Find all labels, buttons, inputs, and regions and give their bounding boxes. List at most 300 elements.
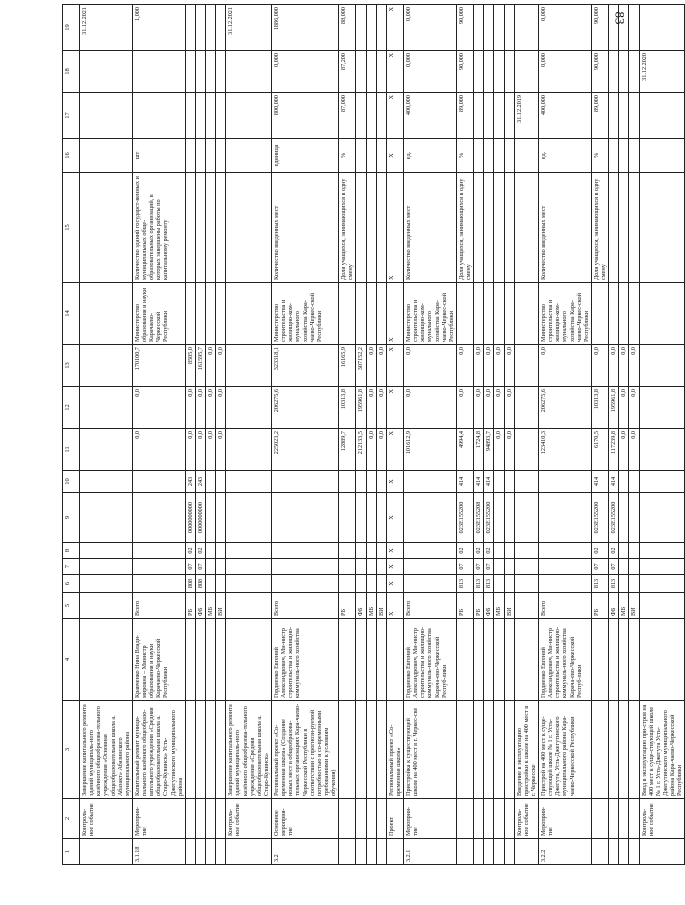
header-cell: 13 xyxy=(63,345,80,387)
table-cell: % xyxy=(591,139,608,173)
table-row xyxy=(195,5,205,865)
table-cell xyxy=(366,471,376,493)
table-cell xyxy=(504,139,514,173)
table-cell: ВИ xyxy=(216,593,226,619)
table-cell xyxy=(216,93,226,139)
table-cell xyxy=(639,493,685,543)
table-cell: 8505,0 xyxy=(185,345,195,387)
table-cell xyxy=(591,839,608,865)
table-cell: 808 xyxy=(185,575,195,593)
table-cell xyxy=(195,619,205,701)
table-cell xyxy=(539,575,592,593)
table-cell xyxy=(591,619,608,701)
table-cell xyxy=(539,493,592,543)
table-cell: 0,0 xyxy=(132,429,185,471)
table-cell xyxy=(366,5,376,51)
table-cell: Министерство образования и науки Карачаево-Черкесской Республики xyxy=(132,283,185,345)
table-cell xyxy=(376,93,386,139)
table-cell xyxy=(206,283,216,345)
table-row xyxy=(404,5,457,865)
table-cell xyxy=(195,51,205,93)
table-cell xyxy=(609,51,619,93)
table-cell xyxy=(356,559,366,575)
table-cell xyxy=(494,139,504,173)
table-cell xyxy=(80,93,133,139)
table-cell: 0000000000 xyxy=(195,493,205,543)
table-cell: 0,0 xyxy=(376,387,386,429)
table-cell xyxy=(206,471,216,493)
table-cell xyxy=(356,543,366,559)
table-cell: Х xyxy=(386,593,403,619)
header-cell: 2 xyxy=(63,799,80,839)
table-cell xyxy=(591,701,608,799)
table-cell: 0,0 xyxy=(404,387,457,429)
table-cell xyxy=(514,559,538,575)
table-cell xyxy=(514,139,538,173)
table-cell xyxy=(356,575,366,593)
table-cell xyxy=(619,93,629,139)
table-cell xyxy=(494,559,504,575)
table-cell xyxy=(339,559,356,575)
table-cell: 0,0 xyxy=(539,345,592,387)
table-cell: % xyxy=(456,139,473,173)
table-cell xyxy=(494,283,504,345)
table-row xyxy=(376,5,386,865)
table-cell: Х xyxy=(386,139,403,173)
table-row xyxy=(356,5,366,865)
table-cell xyxy=(206,543,216,559)
table-cell: 02 xyxy=(185,543,195,559)
table-cell xyxy=(514,429,538,471)
table-cell xyxy=(132,543,185,559)
table-cell xyxy=(514,345,538,387)
table-cell xyxy=(494,799,504,839)
table-cell xyxy=(185,93,195,139)
table-cell xyxy=(514,593,538,619)
header-cell: 12 xyxy=(63,387,80,429)
table-cell xyxy=(639,619,685,701)
table-cell: 400,000 xyxy=(539,93,592,139)
table-cell xyxy=(216,493,226,543)
table-cell: 88,000 xyxy=(339,5,356,51)
table-cell: 3.1.18 xyxy=(132,839,185,865)
table-cell xyxy=(80,51,133,93)
table-cell xyxy=(609,839,619,865)
table-cell xyxy=(639,429,685,471)
table-cell xyxy=(504,701,514,799)
table-cell xyxy=(216,173,226,283)
table-cell xyxy=(609,93,619,139)
table-cell xyxy=(216,283,226,345)
table-row xyxy=(504,5,514,865)
table-cell: 07 xyxy=(185,559,195,575)
table-cell: 023Е155200 xyxy=(484,493,494,543)
table-cell: Контроль-ное событие xyxy=(514,799,538,839)
table-cell: 89,000 xyxy=(591,93,608,139)
table-cell xyxy=(639,543,685,559)
table-cell: 023Е155200 xyxy=(591,493,608,543)
table-cell: Завершение капитального ремонта зданий муниципаль-ного казённого общеобразова-тельного учреждения «Основная общеобразовательная школа а. Абазакт» Абазинского муниципального района xyxy=(80,701,133,799)
table-cell: ВИ xyxy=(376,593,386,619)
table-row xyxy=(216,5,226,865)
table-cell: РБ xyxy=(185,593,195,619)
table-cell xyxy=(132,51,185,93)
table-cell xyxy=(629,283,639,345)
table-cell: 813 xyxy=(484,575,494,593)
table-cell xyxy=(504,559,514,575)
table-cell xyxy=(474,173,484,283)
table-cell xyxy=(504,93,514,139)
table-cell xyxy=(474,5,484,51)
table-cell xyxy=(484,619,494,701)
table-cell: 6170,5 xyxy=(591,429,608,471)
table-cell: 0,0 xyxy=(629,387,639,429)
table-cell: МБ xyxy=(366,593,376,619)
table-cell: 90,000 xyxy=(591,51,608,93)
header-cell: 6 xyxy=(63,575,80,593)
table-cell xyxy=(376,139,386,173)
table-cell xyxy=(494,619,504,701)
table-cell xyxy=(80,543,133,559)
table-cell: 808 xyxy=(195,575,205,593)
table-cell xyxy=(80,345,133,387)
table-cell: 07 xyxy=(474,559,484,575)
table-cell xyxy=(494,173,504,283)
table-cell: 0,0 xyxy=(474,387,484,429)
table-cell xyxy=(619,51,629,93)
table-row xyxy=(456,5,473,865)
table-cell: РБ xyxy=(339,593,356,619)
table-cell xyxy=(272,575,339,593)
table-cell xyxy=(366,283,376,345)
table-cell xyxy=(206,93,216,139)
table-cell: 07 xyxy=(609,559,619,575)
table-cell: Х xyxy=(386,559,403,575)
table-cell xyxy=(609,139,619,173)
table-cell xyxy=(639,593,685,619)
table-row xyxy=(185,5,195,865)
table-cell xyxy=(80,173,133,283)
table-cell xyxy=(376,543,386,559)
table-cell: МБ xyxy=(494,593,504,619)
table-cell: Всего xyxy=(404,593,457,619)
table-cell xyxy=(206,619,216,701)
table-cell: 12889,7 xyxy=(339,429,356,471)
table-cell: Капитальный ремонт муници-пального казённого общеобразо-вательного учреждения «Средняя общеобразовательная школа а. Старо-Кувинск» Усть-Джегутинского муниципального района xyxy=(132,701,185,799)
table-cell xyxy=(272,559,339,575)
table-cell: 0,0 xyxy=(404,345,457,387)
table-cell: Региональный проект «Со-временная школа» xyxy=(386,701,403,799)
table-cell: ФБ xyxy=(484,593,494,619)
table-cell xyxy=(80,575,133,593)
table-cell xyxy=(494,839,504,865)
table-cell xyxy=(494,575,504,593)
table-cell xyxy=(195,283,205,345)
table-cell: 31.12.2019 xyxy=(514,93,538,139)
table-cell xyxy=(272,471,339,493)
table-cell xyxy=(619,559,629,575)
table-cell: % xyxy=(339,139,356,173)
table-cell: РБ xyxy=(591,593,608,619)
table-cell xyxy=(339,493,356,543)
table-cell: 0,0 xyxy=(609,345,619,387)
table-cell xyxy=(474,51,484,93)
table-cell xyxy=(339,799,356,839)
table-cell: ВИ xyxy=(629,593,639,619)
table-cell xyxy=(629,799,639,839)
table-cell xyxy=(456,701,473,799)
table-cell xyxy=(216,799,226,839)
table-cell xyxy=(474,283,484,345)
table-cell xyxy=(474,619,484,701)
table-cell xyxy=(404,575,457,593)
table-cell: 0,0 xyxy=(591,345,608,387)
table-row xyxy=(339,5,356,865)
table-cell xyxy=(609,619,619,701)
table-cell: 0,000 xyxy=(539,51,592,93)
table-cell xyxy=(514,51,538,93)
table-cell: 0000000000 xyxy=(185,493,195,543)
table-cell xyxy=(216,543,226,559)
table-cell xyxy=(272,543,339,559)
table-cell: 0,0 xyxy=(474,345,484,387)
table-cell xyxy=(206,575,216,593)
table-cell xyxy=(504,471,514,493)
table-cell xyxy=(195,799,205,839)
table-row xyxy=(226,5,272,865)
table-cell xyxy=(639,93,685,139)
table-cell xyxy=(619,575,629,593)
table-cell: РБ xyxy=(474,593,484,619)
table-cell xyxy=(272,493,339,543)
table-cell: 414 xyxy=(474,471,484,493)
table-cell xyxy=(206,51,216,93)
table-cell xyxy=(376,51,386,93)
table-cell: Х xyxy=(386,429,403,471)
table-cell xyxy=(80,559,133,575)
table-cell xyxy=(514,493,538,543)
table-cell: Основное мероприя-тие xyxy=(272,799,339,839)
table-cell xyxy=(386,839,403,865)
table-cell: 0,000 xyxy=(404,5,457,51)
table-cell xyxy=(484,701,494,799)
table-cell xyxy=(185,5,195,51)
table-cell xyxy=(226,493,272,543)
table-cell: 0,0 xyxy=(366,345,376,387)
table-cell xyxy=(356,493,366,543)
table-cell: Доля учащихся, занимающихся в одну смену xyxy=(591,173,608,283)
table-cell: 400,000 xyxy=(404,93,457,139)
table-cell: Кравченко Нина Влади-мировна – Министр образования и науки Карачаево-Черкесской Республики xyxy=(132,619,185,701)
table-cell: 0,0 xyxy=(456,387,473,429)
table-cell: 31.12.2021 xyxy=(226,5,272,51)
table-cell xyxy=(514,283,538,345)
table-cell xyxy=(619,799,629,839)
table-cell: 813 xyxy=(456,575,473,593)
table-cell xyxy=(629,619,639,701)
table-cell xyxy=(356,471,366,493)
header-cell: 14 xyxy=(63,283,80,345)
table-cell xyxy=(514,543,538,559)
table-cell xyxy=(226,139,272,173)
header-cell: 3 xyxy=(63,701,80,799)
table-cell xyxy=(484,139,494,173)
table-cell xyxy=(366,493,376,543)
table-cell xyxy=(339,471,356,493)
table-cell xyxy=(339,283,356,345)
table-cell: Х xyxy=(386,345,403,387)
table-cell xyxy=(366,51,376,93)
table-cell xyxy=(619,283,629,345)
table-cell xyxy=(216,619,226,701)
table-cell xyxy=(366,575,376,593)
table-cell xyxy=(226,429,272,471)
table-cell: 813 xyxy=(474,575,484,593)
table-cell: Мероприя-тие xyxy=(404,799,457,839)
table-cell: 07 xyxy=(591,559,608,575)
table-row xyxy=(386,5,403,865)
table-cell xyxy=(80,471,133,493)
table-cell xyxy=(404,471,457,493)
table-cell: 323318,1 xyxy=(272,345,339,387)
table-cell xyxy=(366,173,376,283)
table-cell xyxy=(185,51,195,93)
table-cell: 0,0 xyxy=(484,387,494,429)
table-cell: Гордиенко Евгений Александрович, Ми-нистр строительства и жилищно-коммуналь-ного хозяйства xyxy=(272,619,339,701)
table-cell: 0,0 xyxy=(629,345,639,387)
table-cell: 0,0 xyxy=(494,345,504,387)
table-body xyxy=(80,5,685,865)
table-cell xyxy=(226,283,272,345)
table-cell xyxy=(80,429,133,471)
table-cell xyxy=(629,139,639,173)
table-cell: 117239,8 xyxy=(609,429,619,471)
table-cell: 170100,7 xyxy=(132,345,185,387)
table-cell xyxy=(226,51,272,93)
table-cell xyxy=(206,5,216,51)
table-cell xyxy=(356,173,366,283)
table-cell xyxy=(494,51,504,93)
table-cell xyxy=(639,471,685,493)
table-cell: 206275,6 xyxy=(272,387,339,429)
table-cell xyxy=(376,799,386,839)
table-cell xyxy=(226,575,272,593)
table-cell: ед. xyxy=(539,139,592,173)
table-cell: 07 xyxy=(456,559,473,575)
table-row xyxy=(619,5,629,865)
table-cell xyxy=(619,701,629,799)
table-cell: 0,0 xyxy=(504,345,514,387)
table-cell: Х xyxy=(386,543,403,559)
table-cell: 10313,8 xyxy=(339,387,356,429)
table-cell: Х xyxy=(386,93,403,139)
table-cell xyxy=(376,839,386,865)
table-cell: 3.2 xyxy=(272,839,339,865)
table-cell xyxy=(80,839,133,865)
table-cell xyxy=(514,471,538,493)
header-cell: 19 xyxy=(63,5,80,51)
table-cell: 0,0 xyxy=(484,345,494,387)
table-cell xyxy=(356,701,366,799)
header-cell: 9 xyxy=(63,493,80,543)
table-cell xyxy=(80,493,133,543)
table-cell xyxy=(226,559,272,575)
table-cell xyxy=(366,799,376,839)
table-cell: 0,0 xyxy=(629,429,639,471)
table-cell: 1,000 xyxy=(132,5,185,51)
table-cell: 0,0 xyxy=(504,387,514,429)
table-cell xyxy=(356,5,366,51)
table-cell: 0,0 xyxy=(195,429,205,471)
table-cell xyxy=(216,5,226,51)
table-cell: ед. xyxy=(404,139,457,173)
table-cell xyxy=(216,471,226,493)
table-cell xyxy=(206,173,216,283)
table-cell xyxy=(514,173,538,283)
table-cell: Проект xyxy=(386,799,403,839)
table-cell xyxy=(539,543,592,559)
table-cell: 0,0 xyxy=(366,429,376,471)
table-cell: 195961,8 xyxy=(356,387,366,429)
table-cell xyxy=(376,471,386,493)
table-cell xyxy=(356,139,366,173)
header-cell: 4 xyxy=(63,619,80,701)
header-cell: 1 xyxy=(63,839,80,865)
table-cell xyxy=(639,559,685,575)
table-cell: 0,0 xyxy=(216,345,226,387)
table-cell xyxy=(376,493,386,543)
header-cell: 10 xyxy=(63,471,80,493)
table-cell xyxy=(629,701,639,799)
table-cell xyxy=(619,543,629,559)
rotated-sheet xyxy=(62,0,684,865)
table-cell xyxy=(619,5,629,51)
table-cell: Министерство строительства и жилищно-ком-мунального хозяйства Кара-чаево-Черкес-ской Республики xyxy=(404,283,457,345)
table-cell xyxy=(639,387,685,429)
table-cell xyxy=(456,619,473,701)
table-cell: Доля учащихся, занимающихся в одну смену xyxy=(339,173,356,283)
table-cell xyxy=(504,173,514,283)
table-cell xyxy=(80,387,133,429)
table-cell: 87,200 xyxy=(339,51,356,93)
header-cell: 16 xyxy=(63,139,80,173)
table-cell: 0,0 xyxy=(494,387,504,429)
table-row xyxy=(80,5,133,865)
table-cell xyxy=(484,799,494,839)
table-cell xyxy=(639,139,685,173)
table-cell: 0,0 xyxy=(366,387,376,429)
table-cell: 414 xyxy=(484,471,494,493)
table-cell: 1886,000 xyxy=(272,5,339,51)
table-cell: 0,000 xyxy=(539,5,592,51)
table-row xyxy=(474,5,484,865)
table-cell xyxy=(629,493,639,543)
table-row xyxy=(484,5,494,865)
table-cell xyxy=(206,559,216,575)
table-cell xyxy=(494,493,504,543)
table-cell xyxy=(226,619,272,701)
table-cell: Контроль-ное событие xyxy=(80,799,133,839)
table-cell: 0,0 xyxy=(216,429,226,471)
table-cell xyxy=(226,543,272,559)
table-cell xyxy=(639,345,685,387)
table-cell xyxy=(376,575,386,593)
table-cell: 4994,4 xyxy=(456,429,473,471)
table-cell: Контроль-ное событие xyxy=(226,799,272,839)
table-cell xyxy=(639,839,685,865)
table-cell xyxy=(619,493,629,543)
table-cell: шт xyxy=(132,139,185,173)
